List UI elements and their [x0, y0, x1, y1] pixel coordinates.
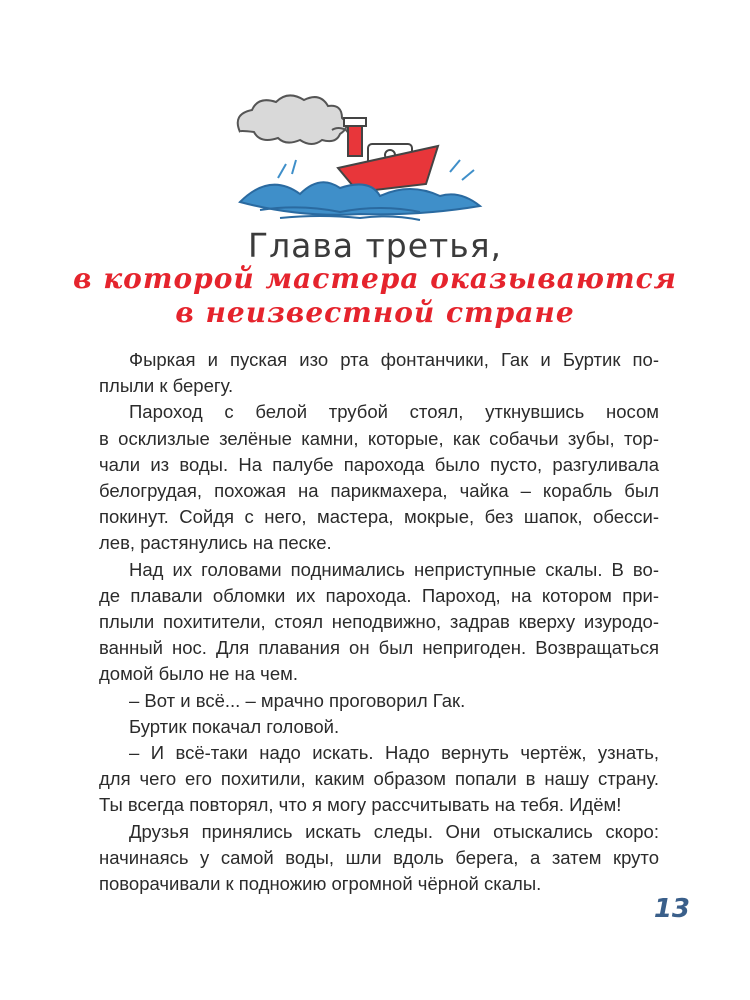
paragraph — [99, 688, 659, 714]
text-line: Друзья принялись искать следы. Они отыскались скоро: — [129, 820, 659, 842]
text-line: покинут. Сойдя с него, мастера, мокрые, без шапок, обесси- — [99, 506, 659, 528]
paragraph — [99, 714, 659, 740]
text-line: начинаясь у самой воды, шли вдоль берега, а затем круто — [99, 846, 659, 868]
text-line: Буртик покачал головой. — [129, 715, 340, 737]
text-line: плыли похитители, стоял неподвижно, задрав кверху изуродо- — [99, 611, 659, 633]
smoke-cloud — [238, 95, 347, 144]
text-line: Пароход с белой трубой стоял, уткнувшись носом — [129, 401, 659, 423]
text-line: лев, растянулись на песке. — [99, 532, 332, 554]
text-line: Над их головами поднимались неприступные скалы. В во- — [129, 558, 659, 580]
text-line: в осклизлые зелёные камни, которые, как собачьи зубы, тор- — [99, 427, 659, 449]
text-line: – Вот и всё... – мрачно проговорил Гак. — [129, 689, 466, 711]
chapter-subtitle-line: в неизвестной стране — [175, 296, 575, 329]
waves — [240, 182, 480, 220]
paragraph — [99, 819, 659, 898]
text-line: – И всё-таки надо искать. Надо вернуть чертёж, узнать, — [129, 742, 659, 764]
text-line: белогрудая, похожая на парикмахера, чайка – корабль был — [99, 480, 659, 502]
steamboat-illustration — [220, 92, 500, 222]
funnel — [348, 122, 362, 156]
text-line: домой было не на чем. — [99, 663, 298, 685]
text-line: для чего его похитили, каким образом попали в нашу страну. — [99, 768, 659, 790]
paragraph — [99, 347, 659, 399]
text-line: де плавали обломки их парохода. Пароход, на котором при- — [99, 584, 659, 606]
text-line: Ты всегда повторял, что я могу рассчитывать на тебя. Идём! — [99, 794, 622, 816]
chapter-body — [99, 347, 659, 897]
page-number: 13 — [653, 894, 690, 924]
text-line: ванный нос. Для плавания он был непригоден. Возвращаться — [99, 637, 659, 659]
paragraph — [99, 740, 659, 819]
paragraph — [99, 557, 659, 688]
text-line: чали из воды. На палубе парохода было пусто, разгуливала — [99, 453, 659, 475]
paragraph — [99, 399, 659, 556]
chapter-title: Глава третья, — [247, 226, 503, 265]
chapter-subtitle — [0, 262, 750, 330]
chapter-subtitle-line: в которой мастера оказываются — [73, 262, 677, 295]
text-line: Фыркая и пуская изо рта фонтанчики, Гак и Буртик по- — [129, 349, 659, 370]
text-line: поворачивали к подножию огромной чёрной скалы. — [99, 873, 542, 895]
text-line: плыли к берегу. — [99, 375, 234, 397]
